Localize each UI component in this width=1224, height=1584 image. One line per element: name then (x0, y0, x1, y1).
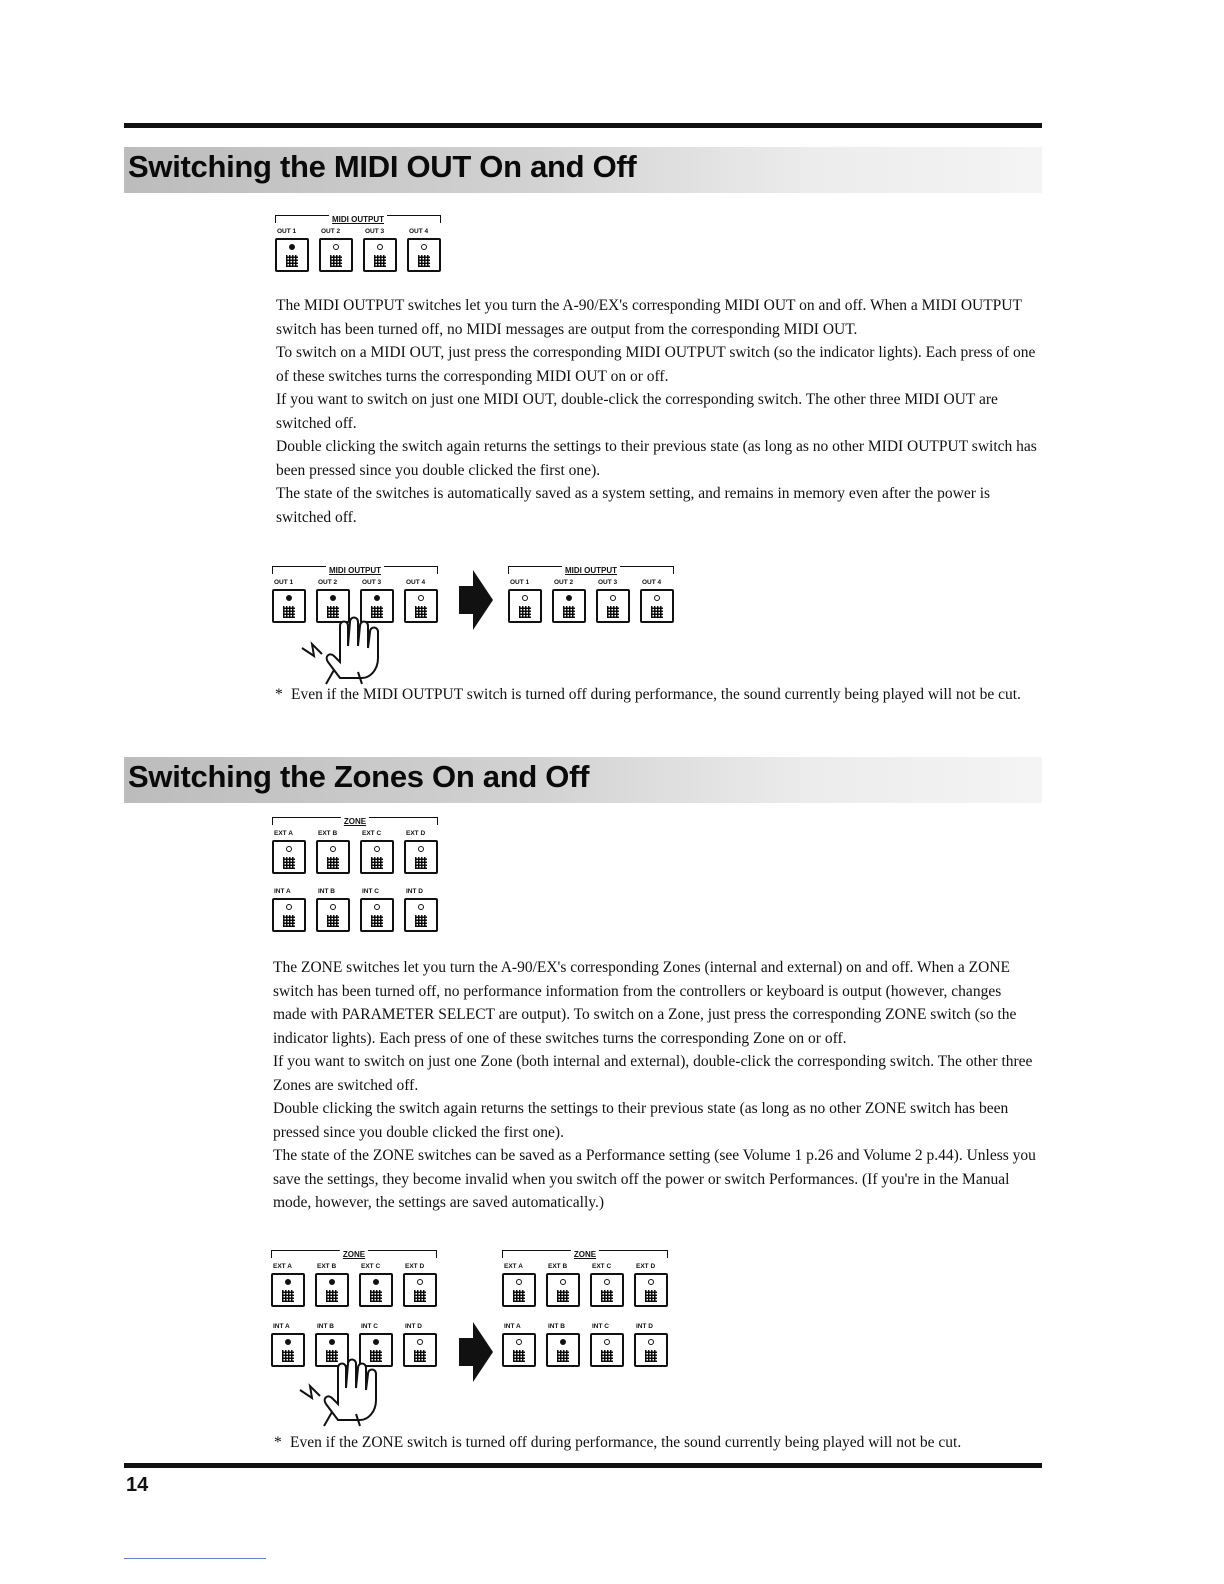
arrow-right-icon (455, 1320, 495, 1384)
indicator-off-icon (421, 244, 427, 250)
switch-button[interactable] (552, 589, 586, 623)
switch-button[interactable] (590, 1273, 624, 1307)
switch-label: INT D (406, 888, 423, 895)
panel-title: MIDI OUTPUT (562, 566, 620, 575)
panel-title: ZONE (341, 817, 369, 826)
switch-label: EXT C (362, 830, 382, 837)
switch-label: EXT D (406, 830, 426, 837)
switch-ext-c[interactable] (359, 1262, 393, 1307)
switch-out-3[interactable] (363, 227, 397, 272)
indicator-off-icon (648, 1279, 654, 1285)
indicator-on-icon (566, 595, 572, 601)
switch-button[interactable] (634, 1273, 668, 1307)
switch-out-3[interactable] (596, 578, 630, 623)
paragraph: To switch on a MIDI OUT, just press the corresponding MIDI OUTPUT switch (so the indicator lights). Each press of one of these switches turns the corresponding MIDI OUT on or off. (276, 344, 1036, 385)
switch-grip-icon (327, 915, 339, 927)
switch-button[interactable] (640, 589, 674, 623)
paragraph: If you want to switch on just one Zone (both internal and external), double-click the corresponding switch. The other three Zones are switched off. (273, 1053, 1033, 1094)
paragraph: Double clicking the switch again returns the settings to their previous state (as long as no other MIDI OUTPUT switch has been pressed since you double clicked the first one). (276, 438, 1037, 479)
zone-panel-after (502, 1250, 668, 1372)
switch-label: INT C (592, 1323, 609, 1330)
indicator-off-icon (330, 904, 336, 910)
indicator-off-icon (516, 1339, 522, 1345)
switch-grip-icon (415, 915, 427, 927)
switch-grip-icon (607, 606, 619, 618)
switch-button[interactable] (403, 1333, 437, 1367)
midi-output-panel (275, 215, 441, 280)
zone-note (274, 1431, 1055, 1455)
switch-grip-icon (557, 1350, 569, 1362)
switch-grip-icon (330, 255, 342, 267)
switch-ext-c[interactable] (360, 829, 394, 874)
panel-bracket (271, 1250, 437, 1258)
switch-button[interactable] (316, 898, 350, 932)
switch-button[interactable] (502, 1273, 536, 1307)
switch-ext-d[interactable] (403, 1262, 437, 1307)
switch-button[interactable] (359, 1273, 393, 1307)
indicator-off-icon (560, 1279, 566, 1285)
switch-grip-icon (651, 606, 663, 618)
note-text: Even if the MIDI OUTPUT switch is turned off during performance, the sound currently being played will not be cut. (291, 686, 1021, 703)
switch-button[interactable] (404, 898, 438, 932)
indicator-off-icon (610, 595, 616, 601)
switch-label: INT A (273, 1323, 290, 1330)
indicator-off-icon (417, 1339, 423, 1345)
paragraph: The state of the switches is automatically saved as a system setting, and remains in memory even after the power is switched off. (276, 485, 991, 526)
switch-button[interactable] (596, 589, 630, 623)
indicator-off-icon (516, 1279, 522, 1285)
switch-button[interactable] (508, 589, 542, 623)
switch-grip-icon (415, 606, 427, 618)
switch-ext-a[interactable] (271, 1262, 305, 1307)
switch-out-1[interactable] (508, 578, 542, 623)
note-text: Even if the ZONE switch is turned off during performance, the sound currently being played will not be cut. (290, 1434, 962, 1451)
indicator-on-icon (285, 1339, 291, 1345)
double-click-hand-icon (298, 1342, 408, 1427)
double-click-hand-icon (300, 600, 410, 685)
paragraph: If you want to switch on just one MIDI OUT, double-click the corresponding switch. The other three MIDI OUT are switched off. (276, 391, 998, 432)
switch-grip-icon (286, 255, 298, 267)
switch-label: OUT 2 (318, 579, 338, 586)
note-bullet: * (275, 686, 283, 703)
paragraph: The ZONE switches let you turn the A-90/EX's corresponding Zones (internal and external) on and off. When a ZONE switch has been turned off, no performance information from the controllers or keyboard is output (however, changes made with PARAMETER SELECT are output). To switch on a Zone, just press the corresponding ZONE switch (so the indicator lights). Each press of one of these switches turns the corresponding Zone on or off. (273, 959, 1017, 1047)
switch-button[interactable] (360, 898, 394, 932)
indicator-off-icon (374, 904, 380, 910)
indicator-off-icon (286, 846, 292, 852)
switch-grip-icon (414, 1290, 426, 1302)
indicator-on-icon (286, 595, 292, 601)
switch-label: OUT 3 (365, 228, 385, 235)
switch-button[interactable] (407, 238, 441, 272)
panel-title: MIDI OUTPUT (326, 566, 384, 575)
paragraph: The MIDI OUTPUT switches let you turn the A-90/EX's corresponding MIDI OUT on and off. When a MIDI OUTPUT switch has been turned off, no MIDI messages are output from the corresponding MIDI OUT. (276, 297, 1022, 338)
switch-label: INT B (318, 888, 335, 895)
paragraph: Double clicking the switch again returns the settings to their previous state (as long as no other ZONE switch has been pressed since you double clicked the first one). (273, 1100, 1009, 1141)
switch-grip-icon (513, 1350, 525, 1362)
midi-output-panel-after (508, 566, 674, 631)
switch-button[interactable] (271, 1273, 305, 1307)
switch-button[interactable] (590, 1333, 624, 1367)
panel-bracket (502, 1250, 668, 1258)
switch-label: OUT 4 (409, 228, 429, 235)
switch-label: INT A (504, 1323, 521, 1330)
switch-grip-icon (370, 1290, 382, 1302)
switch-label: OUT 2 (554, 579, 574, 586)
indicator-off-icon (648, 1339, 654, 1345)
switch-button[interactable] (404, 840, 438, 874)
indicator-on-icon (285, 1279, 291, 1285)
indicator-on-icon (289, 244, 295, 250)
switch-grip-icon (563, 606, 575, 618)
panel-bracket (272, 817, 438, 825)
switch-int-d[interactable] (634, 1322, 668, 1367)
switch-button[interactable] (319, 238, 353, 272)
indicator-off-icon (417, 1279, 423, 1285)
switch-label: EXT A (273, 1263, 292, 1270)
top-rule (124, 123, 1042, 128)
indicator-off-icon (374, 846, 380, 852)
switch-grip-icon (513, 1290, 525, 1302)
footer-line (124, 1558, 266, 1559)
indicator-off-icon (654, 595, 660, 601)
switch-button[interactable] (403, 1273, 437, 1307)
paragraph: The state of the ZONE switches can be saved as a Performance setting (see Volume 1 p.26 and Volume 2 p.44). Unless you save the settings, they become invalid when you switch off the power or switch Performances. (If you're in the Manual mode, however, the settings are saved automatically.) (273, 1147, 1036, 1211)
switch-button[interactable] (272, 840, 306, 874)
indicator-off-icon (333, 244, 339, 250)
switch-ext-a[interactable] (272, 829, 306, 874)
switch-label: OUT 4 (406, 579, 426, 586)
indicator-on-icon (560, 1339, 566, 1345)
switch-grip-icon (645, 1350, 657, 1362)
switch-label: INT B (317, 1323, 334, 1330)
switch-label: INT B (548, 1323, 565, 1330)
panel-title: ZONE (571, 1250, 599, 1259)
switch-label: EXT D (405, 1263, 425, 1270)
bottom-rule (124, 1463, 1042, 1468)
switch-out-4[interactable] (640, 578, 674, 623)
switch-grip-icon (414, 1350, 426, 1362)
switch-grip-icon (283, 606, 295, 618)
switch-label: EXT B (318, 830, 338, 837)
switch-label: OUT 1 (277, 228, 297, 235)
switch-grip-icon (557, 1290, 569, 1302)
switch-label: INT C (361, 1323, 378, 1330)
arrow-right-icon (455, 568, 495, 632)
switch-ext-b[interactable] (315, 1262, 349, 1307)
switch-label: EXT B (317, 1263, 337, 1270)
switch-button[interactable] (316, 840, 350, 874)
switch-label: OUT 3 (598, 579, 618, 586)
switch-ext-c[interactable] (590, 1262, 624, 1307)
switch-grip-icon (601, 1350, 613, 1362)
indicator-off-icon (418, 595, 424, 601)
switch-ext-b[interactable] (316, 829, 350, 874)
switch-grip-icon (601, 1290, 613, 1302)
section-title: Switching the Zones On and Off (128, 759, 590, 794)
switch-grip-icon (282, 1290, 294, 1302)
switch-ext-d[interactable] (634, 1262, 668, 1307)
indicator-on-icon (329, 1279, 335, 1285)
switch-out-2[interactable] (319, 227, 353, 272)
switch-grip-icon (327, 857, 339, 869)
switch-grip-icon (418, 255, 430, 267)
switch-grip-icon (645, 1290, 657, 1302)
indicator-off-icon (286, 904, 292, 910)
indicator-off-icon (330, 846, 336, 852)
switch-label: OUT 1 (510, 579, 530, 586)
switch-grip-icon (374, 255, 386, 267)
switch-grip-icon (283, 857, 295, 869)
switch-int-a[interactable] (272, 887, 306, 932)
switch-label: INT C (362, 888, 379, 895)
page-number: 14 (126, 1474, 149, 1496)
indicator-off-icon (604, 1279, 610, 1285)
switch-button[interactable] (315, 1273, 349, 1307)
switch-int-d[interactable] (403, 1322, 437, 1367)
switch-label: INT A (274, 888, 291, 895)
switch-label: EXT B (548, 1263, 568, 1270)
section-heading-midi-out (124, 147, 1042, 193)
zone-panel (272, 817, 438, 937)
switch-out-1[interactable] (275, 227, 309, 272)
indicator-on-icon (373, 1279, 379, 1285)
zone-description (273, 956, 1038, 1215)
switch-button[interactable] (363, 238, 397, 272)
switch-grip-icon (326, 1290, 338, 1302)
midi-out-note (275, 683, 1055, 707)
note-bullet: * (274, 1434, 282, 1451)
switch-grip-icon (371, 915, 383, 927)
switch-label: EXT C (592, 1263, 612, 1270)
indicator-off-icon (418, 846, 424, 852)
switch-button[interactable] (546, 1333, 580, 1367)
switch-button[interactable] (634, 1333, 668, 1367)
switch-ext-b[interactable] (546, 1262, 580, 1307)
switch-ext-d[interactable] (404, 829, 438, 874)
switch-grip-icon (371, 857, 383, 869)
switch-button[interactable] (272, 898, 306, 932)
switch-label: INT D (636, 1323, 653, 1330)
indicator-off-icon (604, 1339, 610, 1345)
switch-int-b[interactable] (546, 1322, 580, 1367)
switch-ext-a[interactable] (502, 1262, 536, 1307)
switch-grip-icon (519, 606, 531, 618)
switch-label: EXT C (361, 1263, 381, 1270)
indicator-off-icon (522, 595, 528, 601)
panel-title: ZONE (340, 1250, 368, 1259)
switch-button[interactable] (360, 840, 394, 874)
switch-button[interactable] (275, 238, 309, 272)
switch-out-2[interactable] (552, 578, 586, 623)
indicator-off-icon (418, 904, 424, 910)
switch-int-b[interactable] (316, 887, 350, 932)
switch-label: EXT D (636, 1263, 656, 1270)
panel-bracket (275, 215, 441, 223)
panel-bracket (508, 566, 674, 574)
panel-bracket (272, 566, 438, 574)
indicator-off-icon (377, 244, 383, 250)
switch-int-a[interactable] (502, 1322, 536, 1367)
section-title: Switching the MIDI OUT On and Off (128, 149, 637, 184)
switch-button[interactable] (546, 1273, 580, 1307)
switch-grip-icon (283, 915, 295, 927)
switch-int-c[interactable] (590, 1322, 624, 1367)
switch-grip-icon (282, 1350, 294, 1362)
switch-label: EXT A (504, 1263, 523, 1270)
switch-label: OUT 3 (362, 579, 382, 586)
switch-out-4[interactable] (407, 227, 441, 272)
switch-button[interactable] (502, 1333, 536, 1367)
switch-label: INT D (405, 1323, 422, 1330)
section-heading-zones (124, 757, 1042, 803)
switch-label: EXT A (274, 830, 293, 837)
switch-int-d[interactable] (404, 887, 438, 932)
switch-int-c[interactable] (360, 887, 394, 932)
midi-out-description (276, 294, 1038, 529)
panel-title: MIDI OUTPUT (329, 215, 387, 224)
switch-label: OUT 2 (321, 228, 341, 235)
switch-label: OUT 1 (274, 579, 294, 586)
switch-label: OUT 4 (642, 579, 662, 586)
switch-grip-icon (415, 857, 427, 869)
